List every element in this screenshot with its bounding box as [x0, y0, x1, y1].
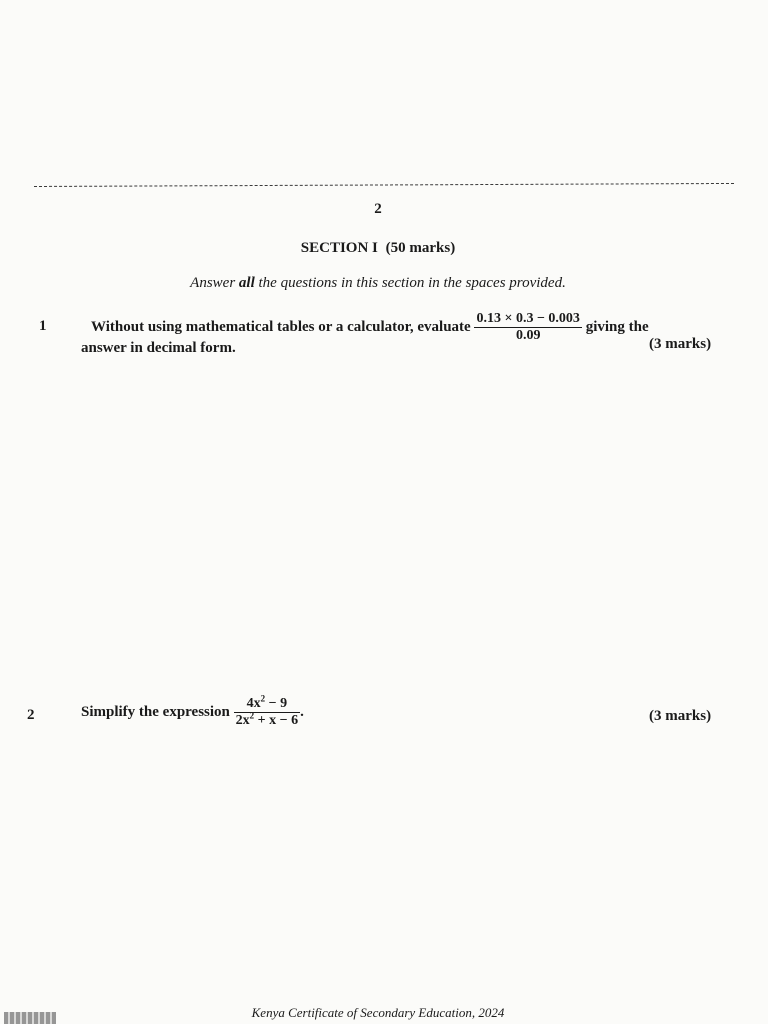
section-marks: (50 marks): [385, 240, 456, 256]
section-heading: [0, 240, 756, 257]
instructions-after: the questions in this section in the spaces provided.: [254, 275, 566, 291]
question-2-denominator-rest: + x − 6: [254, 713, 299, 728]
question-2-fraction: [234, 693, 300, 728]
question-1-fraction-denominator: 0.09: [515, 328, 541, 343]
question-2-numerator-rest: − 9: [265, 696, 288, 711]
question-2-text-before: Simplify the expression: [81, 703, 230, 720]
question-2-marks: (3 marks): [649, 708, 712, 724]
question-2-numerator-term: 4x: [246, 696, 261, 711]
question-2-numerator-exponent: 2: [260, 693, 266, 704]
question-1-fraction: [474, 312, 581, 343]
question-1-line-1: [91, 312, 649, 343]
instructions-before: Answer: [190, 275, 239, 291]
instructions-emphasis: all: [238, 275, 255, 291]
question-2-line: [81, 693, 304, 728]
question-2-number: 2: [27, 707, 35, 723]
question-1-number: 1: [39, 318, 47, 334]
section-instructions: [0, 275, 756, 292]
page-footer: Kenya Certificate of Secondary Education, 2024: [251, 1005, 505, 1020]
question-1-text-after: giving the: [585, 318, 649, 335]
barcode-stamp: [4, 1012, 56, 1024]
question-2-text-after: .: [300, 703, 304, 720]
question-1-marks: (3 marks): [649, 336, 712, 352]
question-1-text-before: Without using mathematical tables or a calculator, evaluate: [91, 318, 471, 335]
section-title: SECTION I: [300, 240, 378, 256]
question-2-denominator-exponent: 2: [249, 710, 255, 721]
header-divider: [34, 183, 734, 187]
question-1-line-2: answer in decimal form.: [81, 340, 236, 356]
question-1-fraction-numerator: 0.13 × 0.3 − 0.003: [476, 311, 580, 326]
question-2-fraction-denominator: [234, 710, 300, 728]
question-2-denominator-term: 2x: [235, 713, 250, 728]
page-number: 2: [374, 201, 382, 217]
question-2-fraction-numerator: [234, 693, 300, 713]
